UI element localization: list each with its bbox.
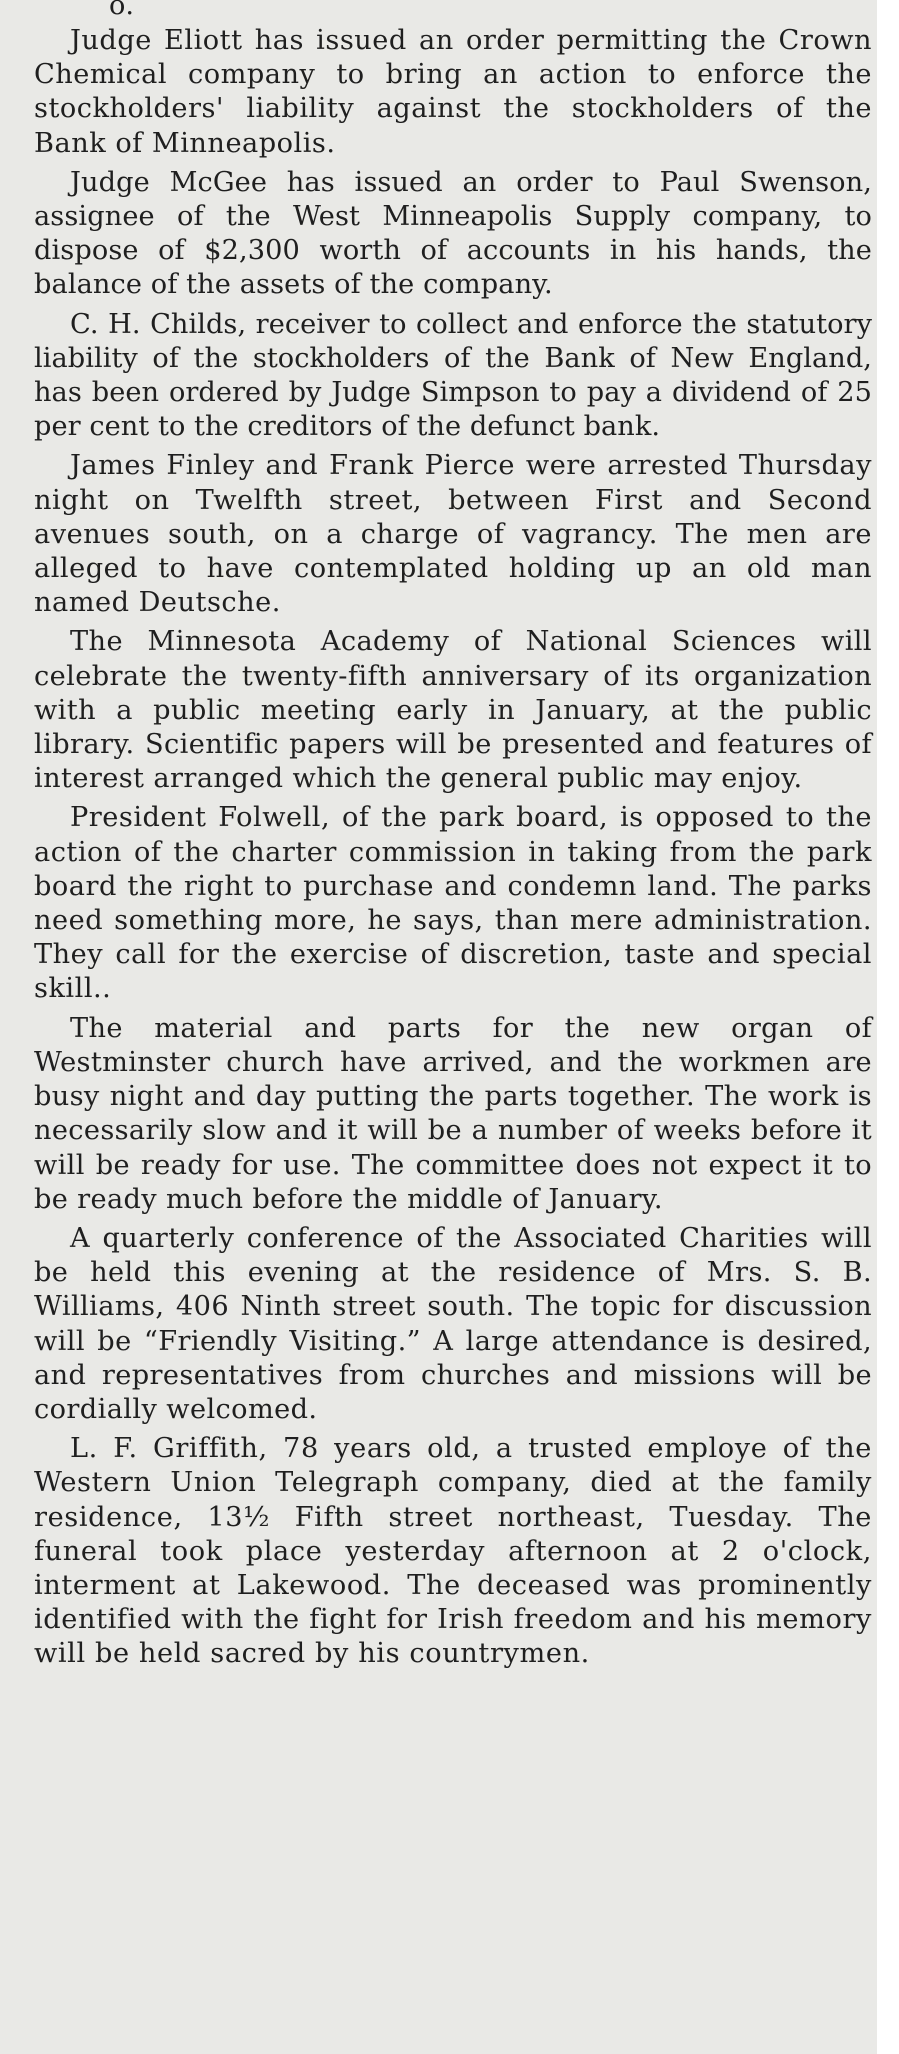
news-item-associated-charities: A quarterly conference of the Associated Charities will be held this evening at the residence of Mrs. S. B. Williams, 406 Ninth street south. The topic for discussion will be “Friendly Visiting.” A large attendance is desired, and representatives from churches and missions will be cordially welcomed. [34,1222,872,1425]
news-item-west-minneapolis-supply: Judge McGee has issued an order to Paul Swenson, assignee of the West Minneapolis Supply company, to dispose of $2,300 worth of accounts in his hands, the balance of the assets of the company. [34,166,872,301]
page-margin [877,0,899,2054]
news-item-academy-anniversary: The Minnesota Academy of National Sciences will celebrate the twenty-fifth anniversary of its organization with a public meeting early in January, at the public library. Scientific papers will be presented and features of interest arranged which the general public may enjoy. [34,626,872,795]
news-item-vagrancy-arrest: James Finley and Frank Pierce were arrested Thursday night on Twelfth street, between First and Second avenues south, on a charge of vagrancy. The men are alleged to have contemplated holding up an old man named Deutsche. [34,450,872,619]
news-item-bank-of-new-england: C. H. Childs, receiver to collect and enforce the statutory liability of the stockholders of the Bank of New England, has been ordered by Judge Simpson to pay a dividend of 25 per cent to the creditors of the defunct bank. [34,308,872,443]
news-item-park-board: President Folwell, of the park board, is opposed to the action of the charter commission in taking from the park board the right to purchase and condemn land. The parks need something more, he says, than mere administration. They call for the exercise of discretion, taste and special skill.. [34,802,872,1005]
news-item-westminster-organ: The material and parts for the new organ of Westminster church have arrived, and the workmen are busy night and day putting the parts together. The work is necessarily slow and it will be a number of weeks before it will be ready for use. The committee does not expect it to be ready much before the middle of January. [34,1012,872,1215]
article-body [34,0,872,1677]
news-item-crown-chemical: Judge Eliott has issued an order permitting the Crown Chemical company to bring an action to enforce the stockholders' liability against the stockholders of the Bank of Minneapolis. [34,25,872,159]
cut-off-text-fragment: o. [109,0,135,21]
news-item-griffith-obituary: L. F. Griffith, 78 years old, a trusted employe of the Western Union Telegraph company, died at the family residence, 13½ Fifth street northeast, Tuesday. The funeral took place yesterday afternoon at 2 o'clock, interment at Lakewood. The deceased was prominently identified with the fight for Irish freedom and his memory will be held sacred by his countrymen. [34,1433,872,1670]
